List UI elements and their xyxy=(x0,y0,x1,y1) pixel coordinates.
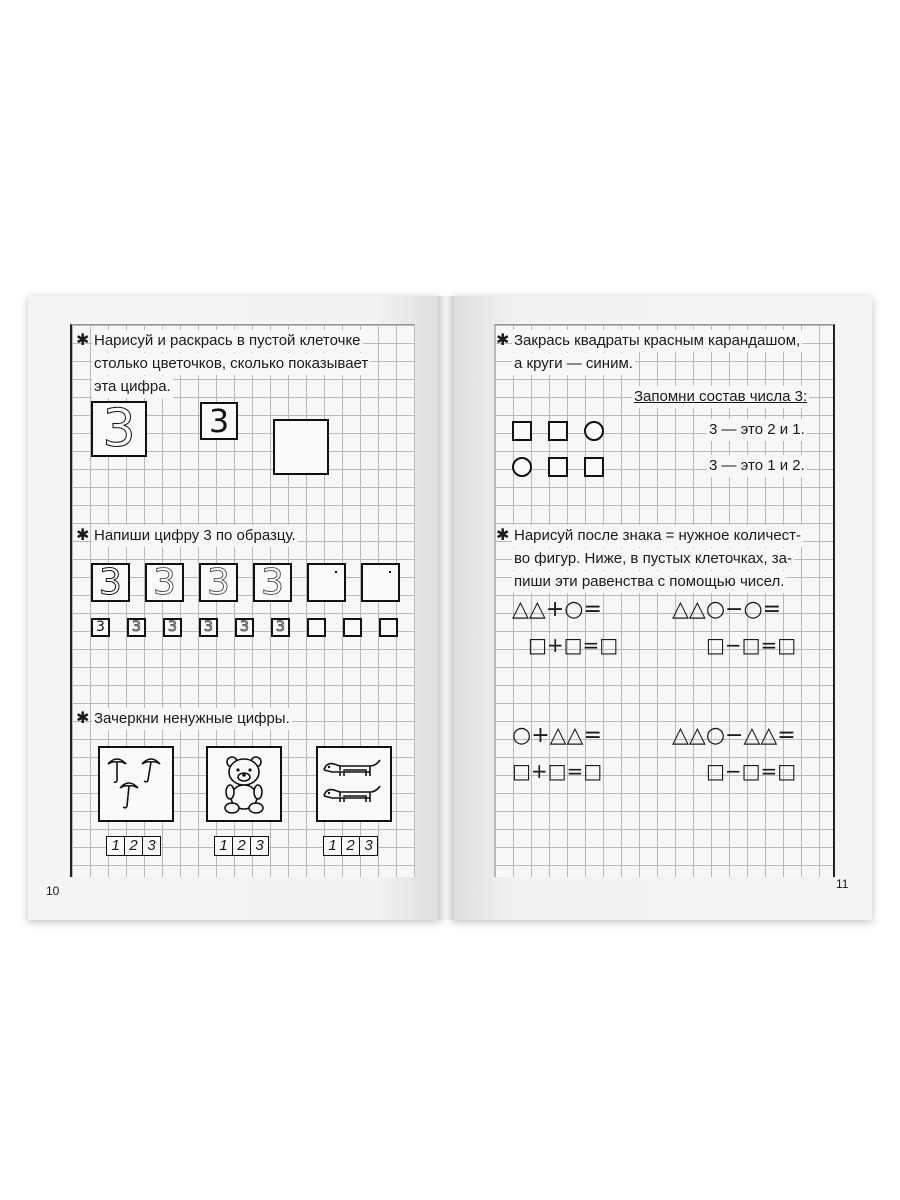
task-marker-star-icon: ✱ xyxy=(76,332,90,349)
small-trace-box[interactable]: 3 xyxy=(271,618,290,637)
dachshund-picture-box xyxy=(316,746,392,822)
answer-boxes-plus[interactable]: □+□=□ xyxy=(528,633,619,657)
square-shape[interactable] xyxy=(548,421,568,441)
right-task1-line2: а круги — синим. xyxy=(512,353,635,375)
choice-1[interactable]: 1 xyxy=(107,837,125,855)
dachshund-icon xyxy=(318,748,390,820)
right-task1-line1: Закрась квадраты красным карандашом, xyxy=(512,330,802,352)
trace-box-empty[interactable] xyxy=(307,563,346,602)
choice-2[interactable]: 2 xyxy=(233,837,251,855)
small-trace-box-sample: 3 xyxy=(91,618,110,637)
page-number-left: 10 xyxy=(46,884,60,898)
remember-heading: Запомни состав числа 3: xyxy=(632,386,809,408)
trace-box[interactable]: 3 xyxy=(253,563,292,602)
answer-boxes-plus[interactable]: □+□=□ xyxy=(512,759,603,783)
small-trace-box-empty[interactable] xyxy=(343,618,362,637)
choice-1[interactable]: 1 xyxy=(215,837,233,855)
book-spine xyxy=(438,296,454,920)
equation-4: △△○−△△= xyxy=(672,723,796,748)
left-task1-line3: эта цифра. xyxy=(92,376,173,398)
composition-fact-2: 3 — это 1 и 2. xyxy=(707,455,807,477)
circle-shape[interactable] xyxy=(584,421,604,441)
small-digit: 3 xyxy=(208,402,230,440)
task-marker-star-icon: ✱ xyxy=(496,332,510,349)
equation-2: △△○−○= xyxy=(672,597,782,622)
choice-3[interactable]: 3 xyxy=(364,837,373,854)
number-choice-row[interactable] xyxy=(106,836,161,856)
small-trace-box[interactable]: 3 xyxy=(199,618,218,637)
small-digit-box xyxy=(200,402,238,440)
left-task1-line1: Нарисуй и раскрась в пустой клеточке xyxy=(92,330,363,352)
left-task1-line2: столько цветочков, сколько показывает xyxy=(92,353,370,375)
answer-boxes-minus[interactable]: □−□=□ xyxy=(706,759,797,783)
number-choice-row[interactable] xyxy=(214,836,269,856)
bear-icon xyxy=(208,748,280,820)
task-marker-star-icon: ✱ xyxy=(76,527,90,544)
right-task2-line3: пиши эти равенства с помощью чисел. xyxy=(512,571,786,593)
trace-box[interactable]: 3 xyxy=(145,563,184,602)
small-trace-box[interactable]: 3 xyxy=(163,618,182,637)
small-trace-box-empty[interactable] xyxy=(307,618,326,637)
answer-boxes-minus[interactable]: □−□=□ xyxy=(706,633,797,657)
right-task2-line2: во фигур. Ниже, в пустых клеточках, за- xyxy=(512,548,794,570)
task-marker-star-icon: ✱ xyxy=(496,527,510,544)
umbrella-icon xyxy=(100,748,172,820)
sample-digit: 3 xyxy=(102,399,136,459)
umbrella-picture-box xyxy=(98,746,174,822)
empty-drawing-box[interactable] xyxy=(273,419,329,475)
square-shape[interactable] xyxy=(512,421,532,441)
small-trace-box[interactable]: 3 xyxy=(127,618,146,637)
start-dot xyxy=(389,571,391,573)
choice-3[interactable]: 3 xyxy=(147,837,156,854)
composition-fact-1: 3 — это 2 и 1. xyxy=(707,419,807,441)
sample-digit-box xyxy=(91,401,147,457)
start-dot xyxy=(335,571,337,573)
trace-box[interactable]: 3 xyxy=(199,563,238,602)
small-trace-box-empty[interactable] xyxy=(379,618,398,637)
square-shape[interactable] xyxy=(584,457,604,477)
equation-1: △△+○= xyxy=(512,597,602,622)
choice-1[interactable]: 1 xyxy=(324,837,342,855)
equation-3: ○+△△= xyxy=(512,723,602,748)
bear-picture-box xyxy=(206,746,282,822)
right-task2-line1: Нарисуй после знака = нужное количест- xyxy=(512,525,803,547)
task-marker-star-icon: ✱ xyxy=(76,710,90,727)
choice-2[interactable]: 2 xyxy=(125,837,143,855)
left-task2-line: Напиши цифру 3 по образцу. xyxy=(92,525,298,547)
page-number-right: 11 xyxy=(836,877,849,891)
trace-box-sample: 3 xyxy=(91,563,130,602)
trace-box-empty[interactable] xyxy=(361,563,400,602)
number-choice-row[interactable] xyxy=(323,836,378,856)
small-trace-box[interactable]: 3 xyxy=(235,618,254,637)
square-shape[interactable] xyxy=(548,457,568,477)
left-task3-line: Зачеркни ненужные цифры. xyxy=(92,708,292,730)
circle-shape[interactable] xyxy=(512,457,532,477)
choice-3[interactable]: 3 xyxy=(255,837,264,854)
choice-2[interactable]: 2 xyxy=(342,837,360,855)
